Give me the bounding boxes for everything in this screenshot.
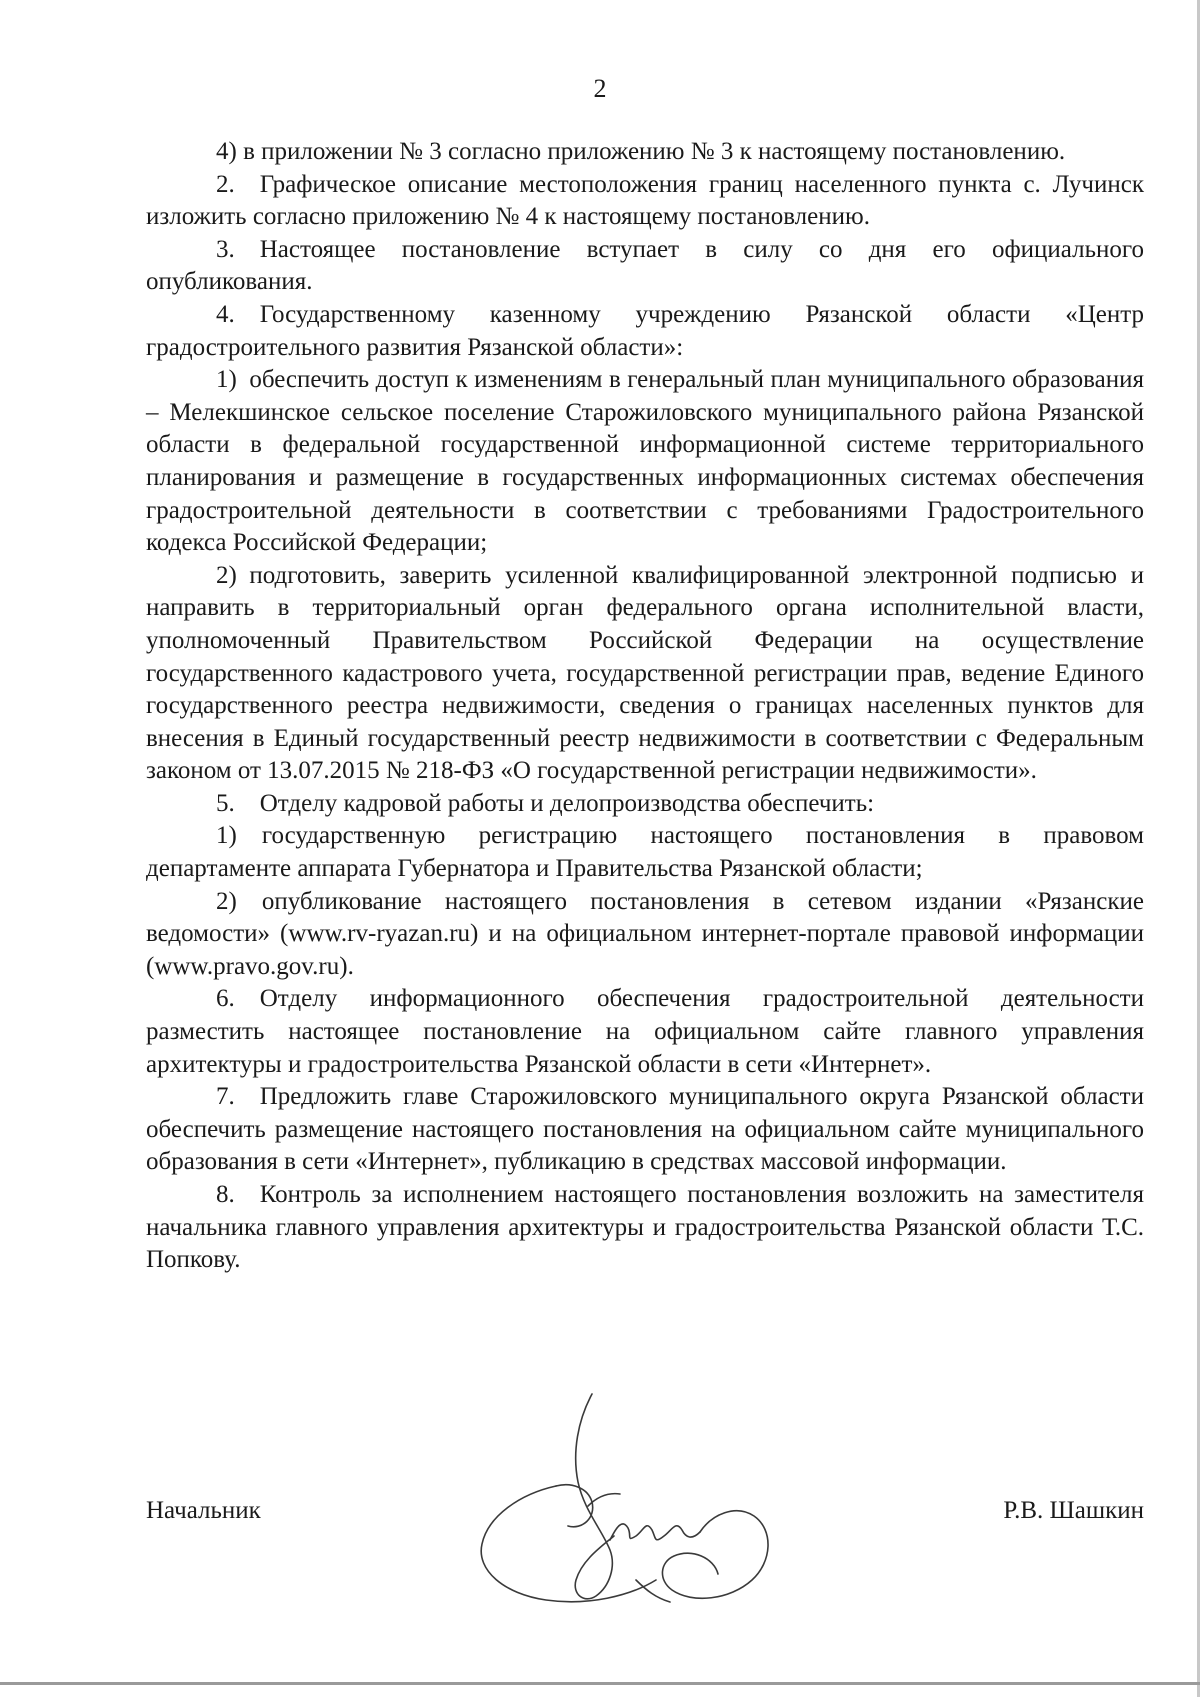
paragraph-5-2-publication: 2) опубликование настоящего постановления в сетевом издании «Рязанские ведомости» (www.rv-ryazan.ru) и на официальном интернет-портале правовой информации (www.pravo.gov.ru). [146, 887, 1144, 980]
paragraph-5-1-state-registration: 1) государственную регистрацию настоящего постановления в правовом департаменте аппарата Губернатора и Правительства Рязанской области; [146, 822, 1144, 883]
paragraph-5-personnel-department: 5. Отделу кадровой работы и делопроизводства обеспечить: [216, 789, 875, 817]
paragraph-4-appendix-3: 4) в приложении № 3 согласно приложению № 3 к настоящему постановлению. [216, 138, 1066, 165]
document-body [146, 136, 1144, 1277]
signatory-name: Р.В. Шашкин [1003, 1497, 1144, 1524]
paragraph-4-state-institution: 4. Государственному казенному учреждению Рязанской области «Центр градостроительного развития Рязанской области»: [146, 300, 1144, 361]
paragraph-6-information-department: 6. Отделу информационного обеспечения градостроительной деятельности разместить настоящее постановление на официальном сайте главного управления архитектуры и градостроительства Рязанской области в сети «Интернет». [146, 985, 1144, 1078]
paragraph-8-control: 8. Контроль за исполнением настоящего постановления возложить на заместителя начальника главного управления архитектуры и градостроительства Рязанской области Т.С. Попкову. [146, 1181, 1144, 1274]
signatory-position: Начальник [146, 1497, 261, 1524]
paragraph-4-1-provide-access: 1) обеспечить доступ к изменениям в генеральный план муниципального образования – Мелекшинское сельское поселение Старожиловского муниципального района Рязанской области в федеральной государственной информационной системе территориального планирования и размещение в государственных информационных системах обеспечения градостроительной деятельности в соответствии с требованиями Градостроительного кодекса Российской Федерации; [146, 366, 1144, 557]
page-number: 2 [593, 74, 607, 103]
paragraph-2-graphic-description: 2. Графическое описание местоположения границ населенного пункта с. Лучинск изложить согласно приложению № 4 к настоящему постановлению. [146, 170, 1144, 231]
paragraph-3-effective-date: 3. Настоящее постановление вступает в силу со дня его официального опубликования. [146, 235, 1144, 296]
page-edge-bottom [0, 1682, 1200, 1685]
signature-block [146, 1495, 1144, 1535]
paragraph-4-2-prepare-and-send: 2) подготовить, заверить усиленной квалифицированной электронной подписью и направить в территориальный орган федерального органа исполнительной власти, уполномоченный Правительством Российской Федерации на осуществление государственного кадастрового учета, государственной регистрации прав, ведение Единого государственного реестра недвижимости, сведения о границах населенных пунктов для внесения в Единый государственный реестр недвижимости в соответствии с Федеральным законом от 13.07.2015 № 218-ФЗ «О государственной регистрации недвижимости». [146, 561, 1144, 785]
paragraph-7-proposal-to-head: 7. Предложить главе Старожиловского муниципального округа Рязанской области обеспечить размещение настоящего постановления на официальном сайте муниципального образования в сети «Интернет», публикацию в средствах массовой информации. [146, 1083, 1144, 1176]
